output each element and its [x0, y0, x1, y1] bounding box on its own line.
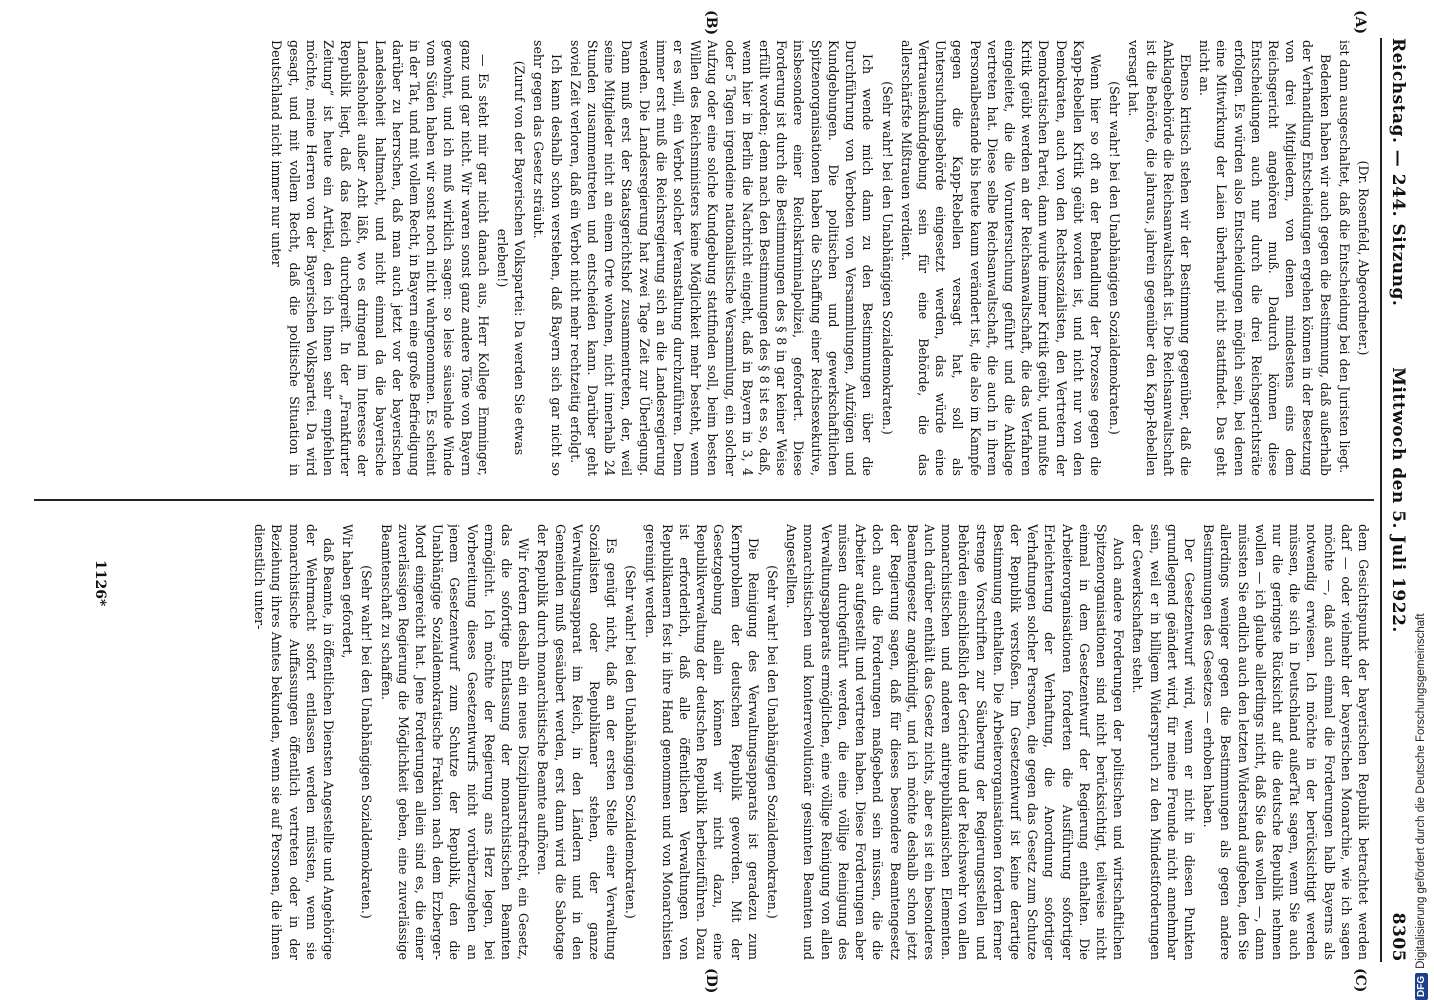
right-column	[32, 524, 1372, 960]
paragraph: (Dr. Rosenfeld, Abgeordneter.)	[1356, 160, 1371, 356]
margin-marker-d: (D)	[703, 968, 719, 994]
interjection: (Zuruf von der Bayerischen Volkspartei: Da werden Sie etwas erleben!)	[495, 60, 528, 456]
paragraph: Es genügt nicht, daß an der ersten Stelle einer Verwaltung Sozialisten oder Republikaner stehen, der ganze Verwaltungsapparat im Reich, in den Ländern und in den Gemeinden muß gesäubert werden, erst dann wird die Sabotage der Republik durch monarchistische Beamte aufhören.	[535, 524, 620, 960]
page-number: 8305	[1388, 912, 1408, 962]
dfg-logo-icon: DFG	[1415, 973, 1428, 1000]
interjection: (Sehr wahr! bei den Unabhängigen Sozialdemokraten.)	[879, 81, 895, 435]
paragraph: Ich kann deshalb schon verstehen, daß Bayern sich gar nicht so sehr gegen das Gesetz sträubt.	[531, 40, 564, 476]
column-divider	[34, 499, 1374, 501]
paragraph: Wir fordern deshalb ein neues Disziplinarstrafrecht, ein Gesetz, das die sofortige Entlassung der monarchistischen Beamten ermöglicht. Ich möchte der Regierung ans Herz legen, bei Vorbereitung dieses Gesetzentwurfs nicht vorüberzugehen an jenem Gesetzentwurf zum Schutze der Republik, den die Unabhängige Sozialdemokratische Fraktion nach dem Erzberger-Mord eingereicht hat. Jene Forderungen allein sind es, die einer zuverlässigen Regierung die Möglichkeit geben, eine zuverlässige Beamtenschaft zu schaffen.	[378, 524, 532, 960]
paragraph: Ebenso kritisch stehen wir der Bestimmung gegenüber, daß die Anklagebehörde die Reichsanwaltschaft ist. Die Reichsanwaltschaft ist die Behörde, die jahraus, jahrein gegenüber den Kapp-Rebellen versagt hat.	[1126, 40, 1193, 476]
paragraph: daß Beamte, in öffentlichen Diensten Angestellte und Angehörige der Wehrmacht sofort entlassen werden müssten, wenn sie monarchistische Auffassungen öffentlich vertreten oder in der Beziehung ihres Amtes bekunden, wenn sie auf Personen, die ihnen dienstlich unter-	[252, 524, 337, 960]
paragraph: Wir haben gefordert,	[340, 524, 356, 659]
left-column	[32, 40, 1372, 476]
paragraph: Ich wende mich dann zu den Bestimmungen über die Durchführung von Verboten von Versammlungen, Aufzügen und Kundgebungen. Die politischen und gewerkschaftlichen Spitzenorganisationen haben die Schaffung einer Reichsexekutive, insbesondere einer Reichskriminalpolizei, gefordert. Diese Forderung ist durch die Bestimmungen des § 8 in gar keiner Weise erfüllt worden; denn nach den Bestimmungen des § 8 ist es so, daß, wenn hier in Berlin die Nachricht eingeht, daß in Bayern in 3, 4 oder 5 Tagen irgendeine nationalistische Versammlung, ein solcher Aufzug oder eine solche Kundgebung stattfinden soll, beim besten Willen des Reichsministers keine Möglichkeit mehr besteht, wenn er es will, ein Verbot solcher Veranstaltung durchzuführen. Denn immer erst muß die Reichsregierung sich an die Landesregierung wenden. Die Landesregierung hat zwei Tage Zeit zur Überlegung. Dann muß erst der Staatsgerichtshof zusammentreten, der, weil seine Mitglieder nicht an einem Orte wohnen, nicht innerhalb 24 Stunden zusammentreten und entscheiden kann. Darüber geht soviel Zeit verloren, daß ein Verbot nicht mehr rechtzeitig erfolgt.	[567, 40, 876, 476]
header-date: Mittwoch den 5. Juli 1922.	[1388, 367, 1408, 633]
paragraph: ist dann ausgeschaltet, daß die Entscheidung bei den Juristen liegt.	[1336, 40, 1352, 474]
interjection: (Sehr wahr! bei den Unabhängigen Sozialdemokraten.)	[1107, 81, 1123, 435]
header-rule	[1380, 38, 1382, 962]
margin-marker-b: (B)	[703, 10, 719, 36]
header-left: Reichstag. — 244. Sitzung.	[1388, 38, 1408, 307]
paragraph: Wenn hier so oft an der Behandlung der Prozesse gegen die Kapp-Rebellen Kritik geübt worden ist, und nicht nur von den Demokraten, auch von den Rechtssozialisten, den Vertretern der Demokratischen Partei, dann wurde immer Kritik geübt, und mußte Kritik geübt werden an der Reichsanwaltschaft, die das Verfahren eingeleitet, die die Voruntersuchung geführt und die Anklage vertreten hat. Diese selbe Reichsanwaltschaft, die auch in ihrem Personalbestande bis heute kaum verändert ist, die also im Kampfe gegen die Kapp-Rebellen versagt hat, soll als Untersuchungsbehörde eingesetzt werden, das würde eine Vertrauenskundgebung sein für eine Behörde, die das allerschärfste Mißtrauen verdient.	[898, 40, 1103, 476]
paragraph: Die Reinigung des Verwaltungsapparats ist geradezu zum Kernproblem der deutschen Republik geworden. Mit der Gesetzgebung allein können wir nicht dazu, eine Republikverwaltung der deutschen Republik herbeizuführen. Dazu ist erforderlich, daß alle öffentlichen Verwaltungen von Republikanern fest in ihre Hand genommen und von Monarchisten gereinigt werden.	[642, 524, 761, 960]
digitization-note-text: Digitalisierung gefördert durch die Deutsche Forschungsgemeinschaft	[1415, 613, 1427, 969]
folio-number: 1126*	[92, 560, 108, 607]
digitization-note	[1410, 0, 1432, 1000]
paragraph: dem Gesichtspunkt der bayerischen Republik betrachtet werden darf — oder vielmehr der bayerischen Monarchie, wie ich sagen möchte —, daß auch einmal die Forderungen halb Bayerns als notwendig erwiesen. Ich möchte in der berücksichtigt werden müssen, die sich in Deutschland außerTat sagen, wenn Sie auch nur die geringste Rücksicht auf die deutsche Republik nehmen wollen — ich glaube allerdings nicht, daß Sie das wollen —, dann müssten Sie endlich auch den letzten Widerstand aufgeben, den Sie allerdings weniger gegen die Bestimmungen als gegen andere Bestimmungen des Gesetzes — erhoben haben.	[1201, 524, 1371, 960]
margin-marker-c: (C)	[1352, 968, 1368, 993]
paragraph: Der Gesetzentwurf wird, wenn er nicht in diesen Punkten grundlegend geändert wird, für meine Freunde nicht annehmbar sein, weil er in billigem Widerspruch zu den Mindestforderungen der Gewerkschaften steht.	[1130, 524, 1197, 960]
margin-marker-a: (A)	[1352, 10, 1368, 35]
paragraph: Auch andere Forderungen der politischen und wirtschaftlichen Spitzenorganisationen sind nicht berücksichtigt, teilweise nicht einmal in dem Gesetzentwurf der Regierung enthalten. Die Arbeiterorganisationen forderten die Ausführung sofortiger Erleichterung der Verhaftung, die Anordnung sofortiger Verhaftungen solcher Personen, die gegen das Gesetz zum Schutze der Republik verstoßen. Im Gesetzentwurf ist keine derartige Bestimmung enthalten. Die Arbeiterorganisationen fordern ferner strenge Vorschriften zur Säuberung der Regierungsstellen und Behörden einschließlich der Gerichte und der Reichswehr von allen monarchistischen und anderen antirepublikanischen Elementen. Auch darüber enthält das Gesetz nichts, aber es ist ein besonderes Beamtengesetz angekündigt, und ich möchte deshalb schon jetzt der Regierung sagen, daß für dieses besondere Beamtengesetz doch auch die Forderungen maßgebend sein müssen, die die Arbeiter aufgestellt und vertreten haben. Diese Forderungen aber müssen durchgeführt werden, die eine völlige Reinigung des Verwaltungsapparats ermöglichen, eine völlige Reinigung von allen monarchistischen und konterrevolutionär gesinnten Beamten und Angestellten.	[784, 524, 1127, 960]
interjection: (Sehr wahr! bei den Unabhängigen Sozialdemokraten.)	[623, 565, 639, 919]
paragraph: — Es steht mir gar nicht danach aus, Herr Kollege Emminger, ganz und gar nicht. Wir waren sonst ganz andere Töne von Bayern gewohnt, und ich muß wirklich sagen: so leise säuselnde Winde vom Süden haben wir sonst noch nicht wahrgenommen. Es scheint in der Tat, und mit vollem Recht, in Bayern eine große Befriedigung darüber zu herrschen, daß man auch jetzt vor der bayerischen Landeshoheit haltmacht, und nicht einmal da die bayerische Landeshoheit außer Acht läßt, wo es dringend im Interesse der Republik liegt, daß das Reich durchgreift. In der „Frankfurter Zeitung“ ist heute ein Artikel, den ich Ihnen sehr empfehlen möchte, meine Herren von der Bayerischen Volkspartei. Da wird gesagt, und mit vollem Recht, daß die politische Situation in Deutschland nicht immer nur unter	[269, 40, 491, 476]
interjection: (Sehr wahr! bei den Unabhängigen Sozialdemokraten.)	[359, 565, 375, 919]
paragraph: Bedenken haben wir auch gegen die Bestimmung, daß außerhalb der Verhandlung Entscheidungen ergehen können in der Besetzung von drei Mitgliedern, von denen mindestens eins dem Reichsgericht angehören muß. Dadurch können diese Entscheidungen auch nur durch die drei Reichsgerichtsräte erfolgen. Es würden also Entscheidungen möglich sein, bei denen eine Mitwirkung der Laien überhaupt nicht stattfindet. Das geht nicht an.	[1197, 40, 1333, 476]
interjection: (Sehr wahr! bei den Unabhängigen Sozialdemokraten.)	[765, 565, 781, 919]
